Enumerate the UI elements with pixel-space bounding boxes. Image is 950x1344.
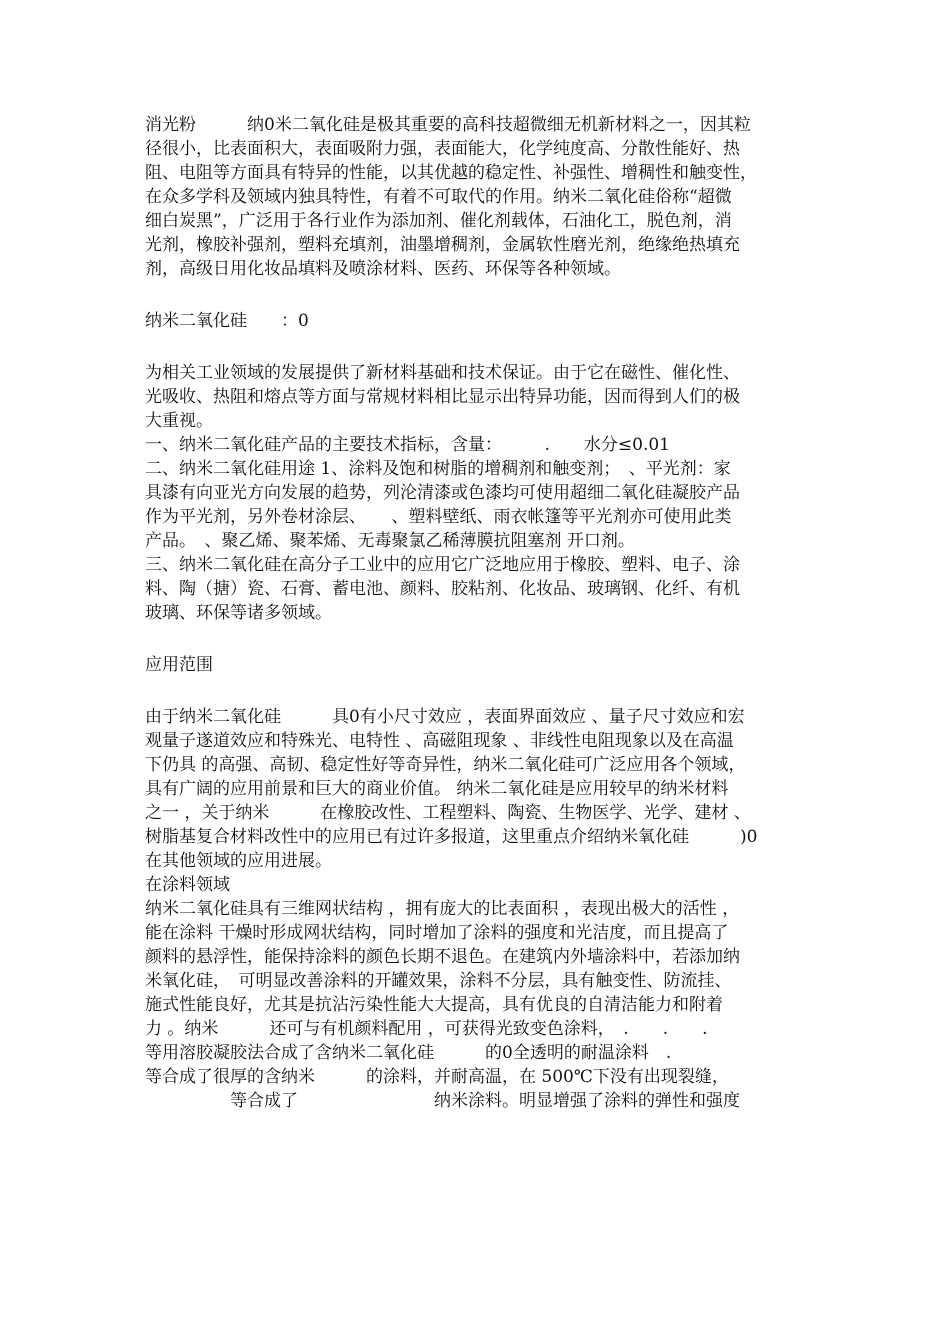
spacer [145,677,835,705]
text-line: 能在涂料 干燥时形成网状结构，同时增加了涂料的强度和光洁度，而且提高了 [145,923,729,943]
text-line: 米氧化硅， 可明显改善涂料的开罐效果，涂料不分层，具有触变性、防流挂、 [145,971,732,991]
section-heading: 应用范围 [145,655,213,675]
text-line: 光剂，橡胶补强剂，塑料充填剂，油墨增稠剂，金属软性磨光剂，绝缘绝热填充 [145,235,740,255]
text-line: 具有广阔的应用前景和巨大的商业价值。 纳米二氧化硅是应用较早的纳米材料 [145,779,729,799]
text-line: 产品。 、聚乙烯、聚苯烯、无毒聚氯乙稀薄膜抗阻塞剂 开口剂。 [145,531,635,551]
spacer [145,333,835,361]
text-line: 具漆有向亚光方向发展的趋势，列沦清漆或色漆均可使用超细二氧化硅凝胶产品 [145,483,740,503]
section-label: 纳米二氧化硅 ：0 [145,311,309,331]
text-line: 二、纳米二氧化硅用途 1、涂料及饱和树脂的增稠剂和触变剂； 、平光剂：家 [145,459,731,479]
text-line: 等合成了很厚的含纳米 的涂料，并耐高温，在 500℃下没有出现裂缝， [145,1067,729,1087]
spacer [145,625,835,653]
text-line: 光吸收、热阻和熔点等方面与常规材料相比显示出特异功能，因而得到人们的极 [145,387,740,407]
subheading: 在涂料领域 [145,875,230,895]
spacer [145,281,835,309]
paragraph-intro [145,113,835,281]
document-page [145,113,835,1113]
text-line: 之一 ，关于纳米 在橡胶改性、工程塑料、陶瓷、生物医学、光学、建材 、 [145,803,751,823]
text-line: 由于纳米二氧化硅 具0有小尺寸效应 ，表面界面效应 、量子尺寸效应和宏 [145,707,745,727]
text-line: 作为平光剂，另外卷材涂层、 、塑料壁纸、雨衣帐篷等平光剂亦可使用此类 [145,507,732,527]
text-line: 下仍具 的高强、高韧、稳定性好等奇异性，纳米二氧化硅可广泛应用各个领域， [145,755,746,775]
text-line: 三、纳米二氧化硅在高分子工业中的应用它广泛地应用于橡胶、塑料、电子、涂 [145,555,740,575]
text-line: 等用溶胶凝胶法合成了含纳米二氧化硅 的0全透明的耐温涂料 . [145,1043,672,1063]
text-line: 阻、电阻等方面具有特异的性能，以其优越的稳定性、补强性、增稠性和触变性， [145,163,757,183]
text-line: 玻璃、环保等诸多领域。 [145,603,332,623]
text-line: 颜料的悬浮性，能保持涂料的颜色长期不退色。在建筑内外墙涂料中，若添加纳 [145,947,740,967]
text-line: 为相关工业领域的发展提供了新材料基础和技术保证。由于它在磁性、催化性、 [145,363,740,383]
text-line: 力 。纳米 还可与有机颜料配用 ，可获得光致变色涂料， . . . [145,1019,708,1039]
text-line: 观量子遂道效应和特殊光、电特性 、高磁阻现象 、非线性电阻现象以及在高温 [145,731,734,751]
text-line: 径很小，比表面积大，表面吸附力强，表面能大，化学纯度高、分散性能好、热 [145,139,740,159]
text-line: 施式性能良好，尤其是抗沾污染性能大大提高，具有优良的自清洁能力和附着 [145,995,723,1015]
paragraph-applications [145,705,835,1113]
text-line: 细白炭黑”，广泛用于各行业作为添加剂、催化剂载体，石油化工，脱色剂，消 [145,211,732,231]
text-line: 在众多学科及领域内独具特性，有着不可取代的作用。纳米二氧化硅俗称“超微 [145,187,732,207]
text-line: 在其他领域的应用进展。 [145,851,332,871]
paragraph-properties [145,361,835,625]
text-line: 一、纳米二氧化硅产品的主要技术指标，含量： . 水分≤0.01 [145,435,670,455]
text-line: 消光粉 纳0米二氧化硅是极其重要的高科技超微细无机新材料之一，因其粒 [145,115,751,135]
text-line: 大重视。 [145,411,213,431]
text-line: 料、陶（搪）瓷、石膏、蓄电池、颜料、胶粘剂、化妆品、玻璃钢、化纤、有机 [145,579,740,599]
text-line: 纳米二氧化硅具有三维网状结构 ，拥有庞大的比表面积 ，表现出极大的活性 ， [145,899,740,919]
text-line: 剂，高级日用化妆品填料及喷涂材料、医药、环保等各种领域。 [145,259,621,279]
text-line: 树脂基复合材料改性中的应用已有过许多报道，这里重点介绍纳米氧化硅 )0 [145,827,758,847]
text-line: 等合成了 纳米涂料。明显增强了涂料的弹性和强度 [145,1091,740,1111]
